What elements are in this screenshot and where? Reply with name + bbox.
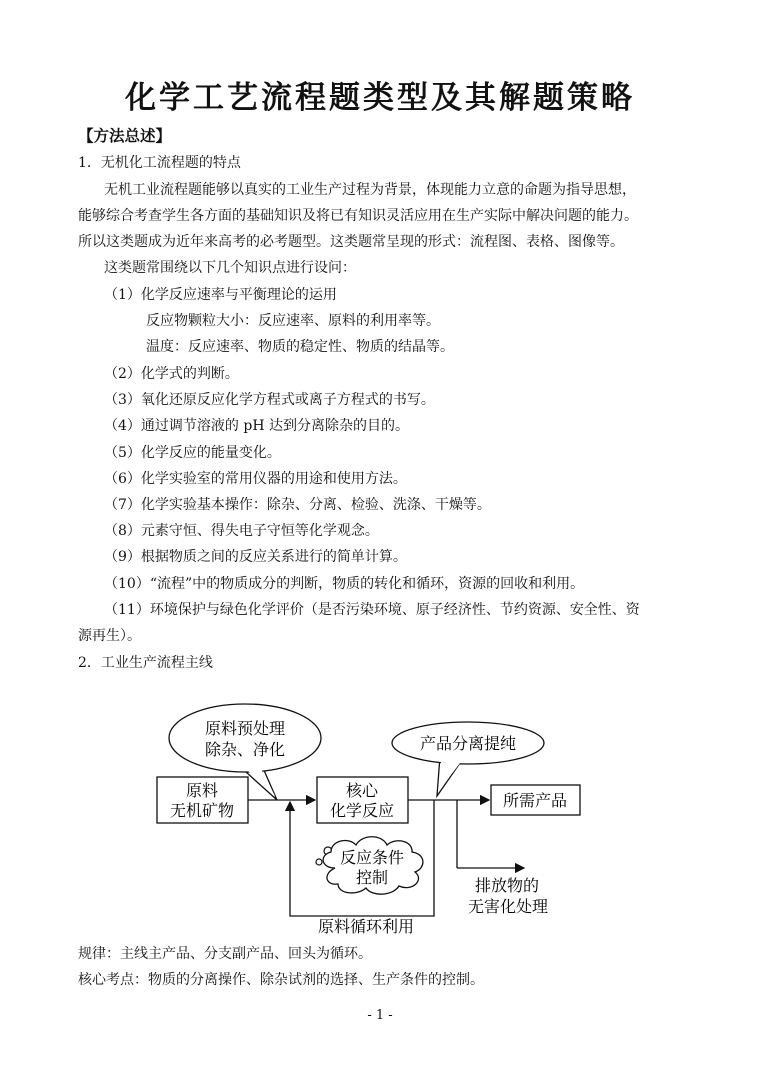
conditions-cloud bbox=[316, 837, 423, 894]
list-item: （8）元素守恒、得失电子守恒等化学观念。 bbox=[104, 523, 379, 539]
core-label-1: 核心 bbox=[345, 781, 379, 800]
list-item: （2）化学式的判断。 bbox=[104, 366, 239, 382]
product-label: 所需产品 bbox=[502, 791, 568, 810]
page-number: - 1 - bbox=[367, 1008, 393, 1023]
list-item: （3）氧化还原反应化学方程式或离子方程式的书写。 bbox=[104, 392, 435, 408]
list-item-continuation: 源再生）。 bbox=[78, 628, 141, 644]
list-item: （9）根据物质之间的反应关系进行的简单计算。 bbox=[104, 549, 407, 565]
part1-heading: 1．无机化工流程题的特点 bbox=[78, 155, 241, 171]
list-item: （7）化学实验基本操作：除杂、分离、检验、洗涤、干燥等。 bbox=[104, 497, 491, 513]
list-item: （11）环境保护与绿色化学评价（是否污染环境、原子经济性、节约资源、安全性、资 bbox=[104, 602, 640, 618]
list-item: （5）化学反应的能量变化。 bbox=[104, 445, 281, 461]
conditions-label-2: 控制 bbox=[355, 868, 389, 887]
intro-line-3: 所以这类题成为近年来高考的必考题型。这类题常呈现的形式：流程图、表格、图像等。 bbox=[78, 234, 624, 250]
process-flow-diagram bbox=[150, 700, 590, 938]
list-item: （6）化学实验室的常用仪器的用途和使用方法。 bbox=[104, 471, 407, 487]
list-subitem: 温度：反应速率、物质的稳定性、物质的结晶等。 bbox=[146, 339, 454, 355]
part2-heading: 2．工业生产流程主线 bbox=[78, 655, 213, 671]
intro-line-2: 能够综合考查学生各方面的基础知识及将已有知识灵活应用在生产实际中解决问题的能力。 bbox=[78, 208, 638, 224]
separation-label: 产品分离提纯 bbox=[419, 734, 517, 753]
lead-in: 这类题常围绕以下几个知识点进行设问： bbox=[104, 260, 356, 276]
core-label-2: 化学反应 bbox=[329, 801, 395, 820]
list-item: （4）通过调节溶液的 pH 达到分离除杂的目的。 bbox=[104, 418, 409, 434]
raw-label-2: 无机矿物 bbox=[169, 801, 235, 820]
intro-line-1: 无机工业流程题能够以真实的工业生产过程为背景，体现能力立意的命题为指导思想， bbox=[104, 182, 636, 198]
core-points-text: 核心考点：物质的分离操作、除杂试剂的选择、生产条件的控制。 bbox=[78, 972, 484, 988]
waste-label-1: 排放物的 bbox=[475, 876, 540, 895]
conditions-label-1: 反应条件 bbox=[339, 848, 405, 867]
page-title: 化学工艺流程题类型及其解题策略 bbox=[125, 80, 635, 116]
pretreat-label-1: 原料预处理 bbox=[204, 719, 286, 738]
waste-label-2: 无害化处理 bbox=[468, 897, 549, 916]
pretreat-label-2: 除杂、净化 bbox=[204, 740, 286, 759]
raw-label-1: 原料 bbox=[185, 781, 219, 800]
list-item: （1）化学反应速率与平衡理论的运用 bbox=[104, 287, 337, 303]
rule-text: 规律：主线主产品、分支副产品、回头为循环。 bbox=[78, 946, 372, 962]
recycle-label: 原料循环利用 bbox=[317, 917, 415, 936]
list-subitem: 反应物颗粒大小：反应速率、原料的利用率等。 bbox=[146, 313, 440, 329]
list-item: （10）“流程”中的物质成分的判断，物质的转化和循环，资源的回收和利用。 bbox=[104, 576, 585, 592]
section-heading: 【方法总述】 bbox=[78, 127, 172, 145]
